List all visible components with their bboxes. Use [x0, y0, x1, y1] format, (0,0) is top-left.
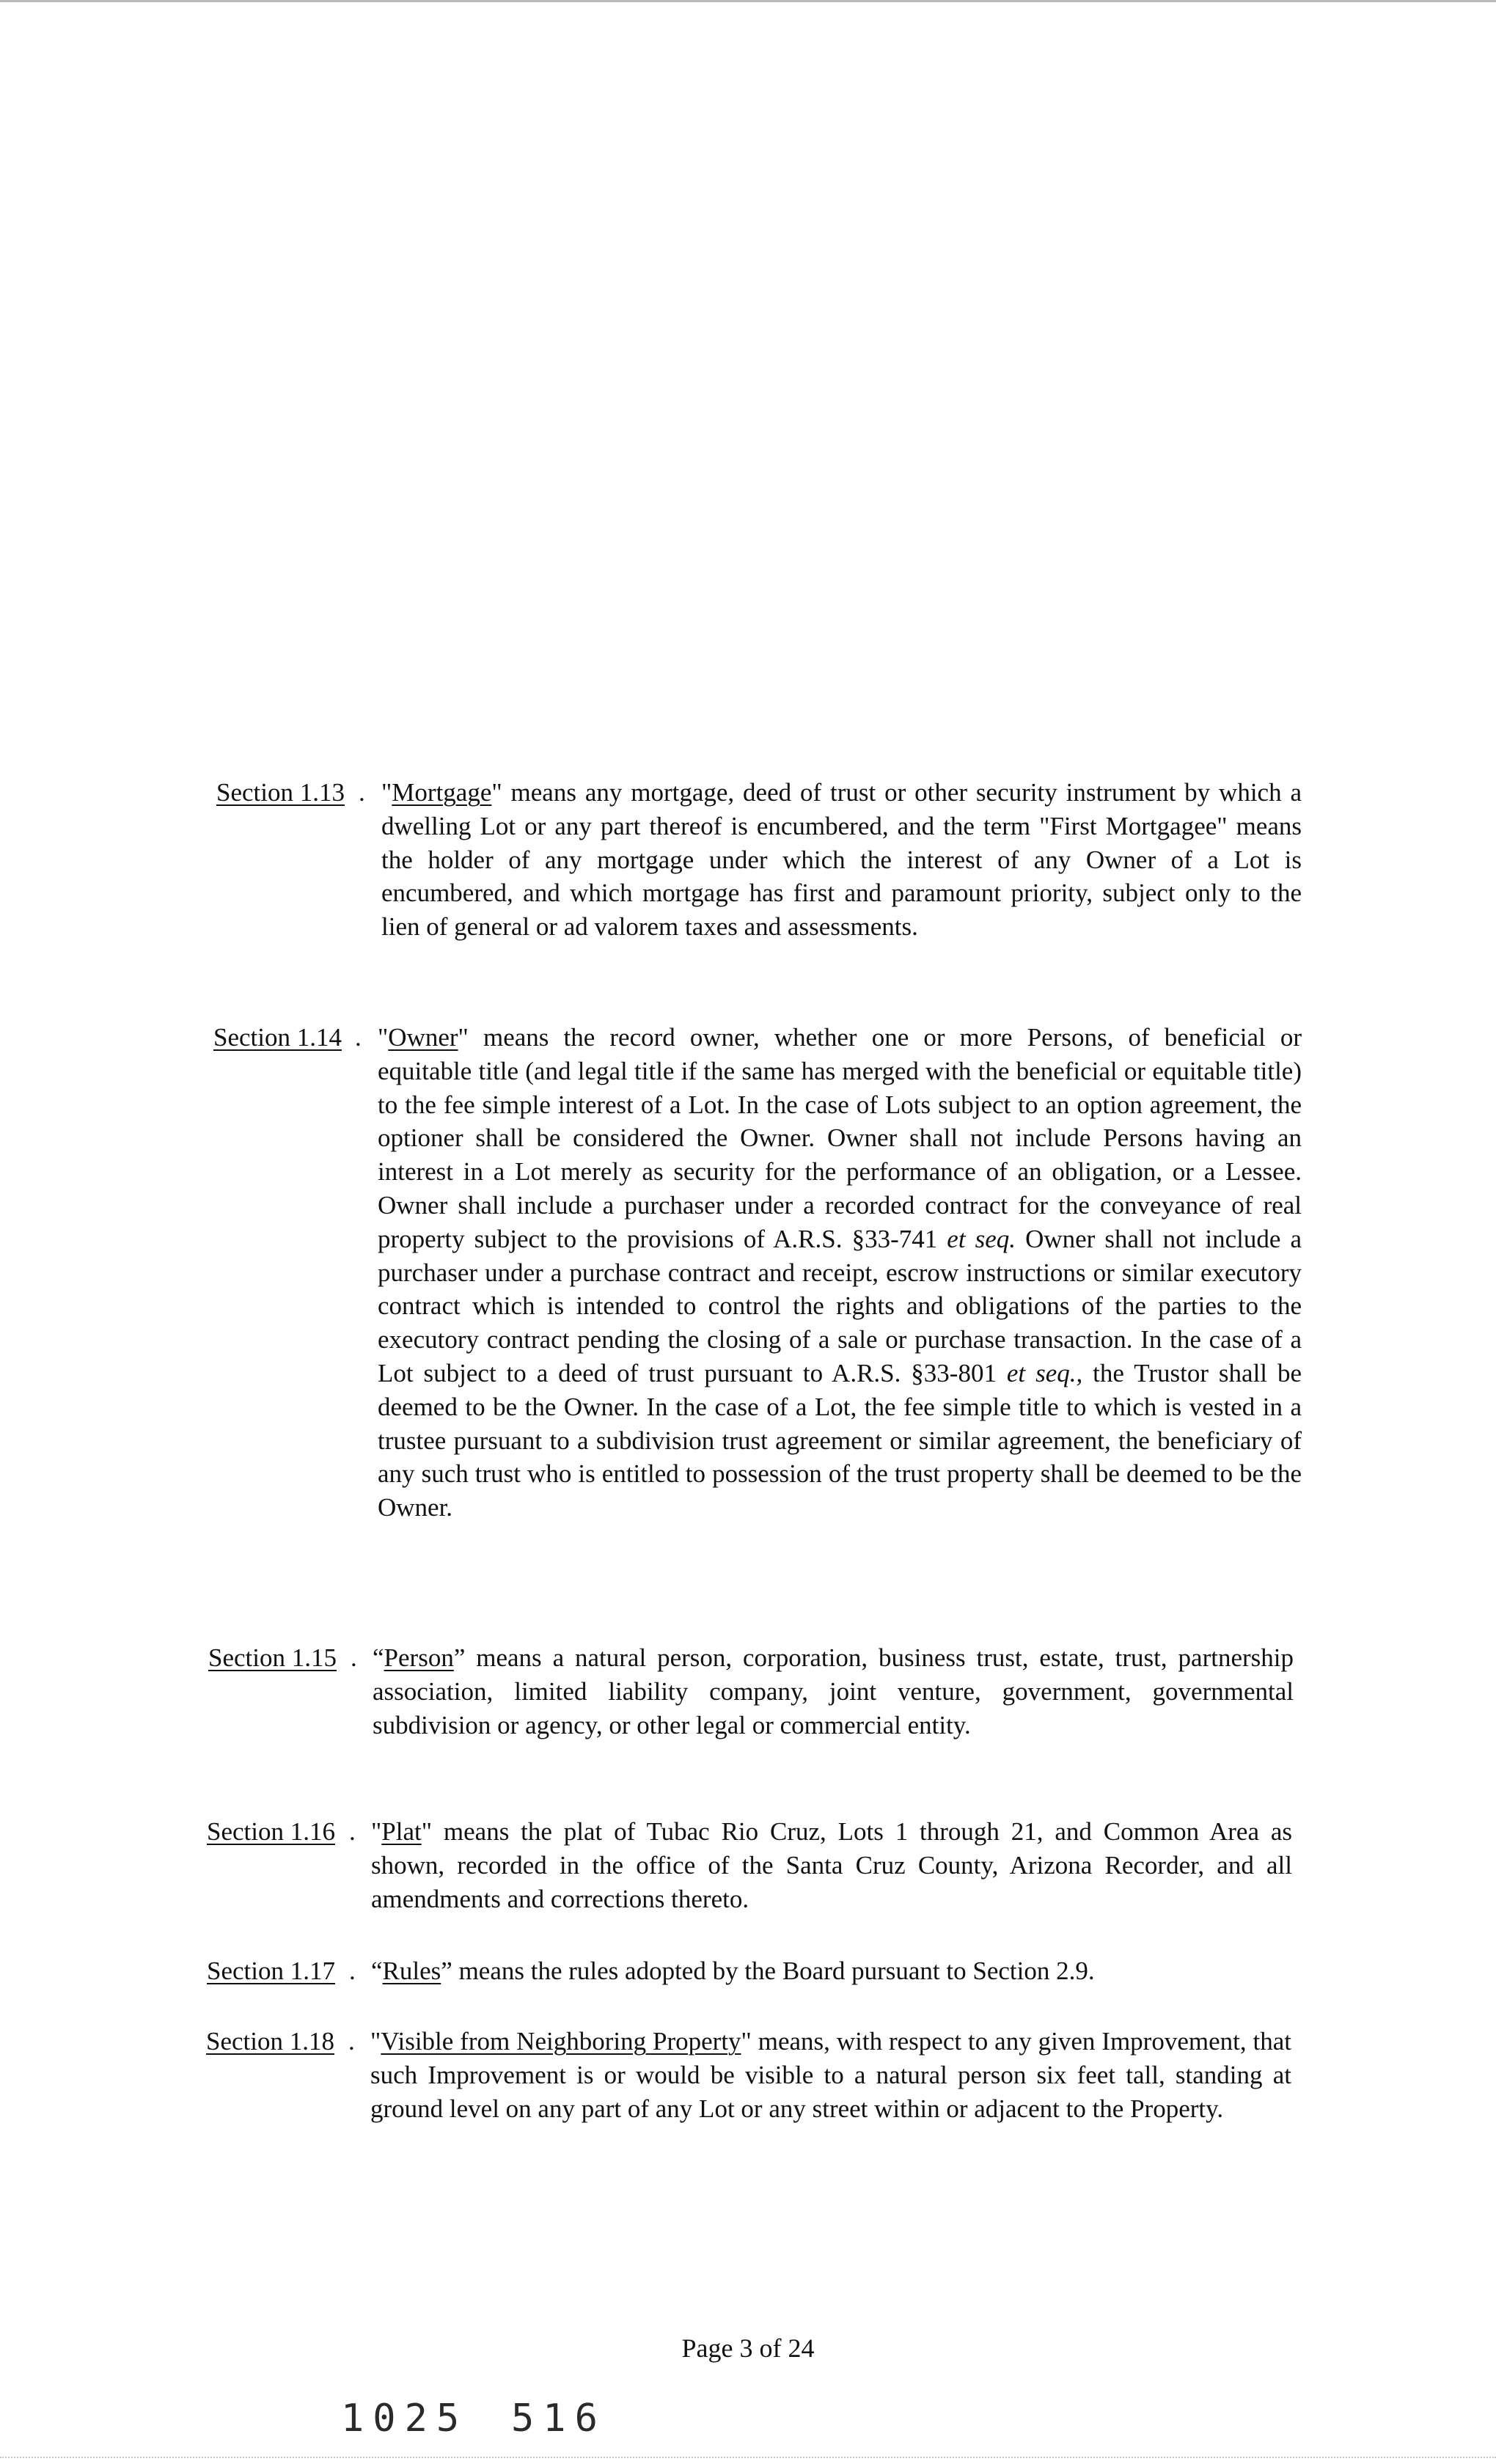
- section-label: Section 1.17: [207, 1957, 335, 1985]
- recording-stamp-page: 516: [511, 2397, 606, 2441]
- defined-term: Plat: [381, 1817, 422, 1846]
- section-label-period: .: [348, 2027, 355, 2056]
- section-label: Section 1.16: [207, 1817, 335, 1846]
- recording-stamp-book: 1025: [341, 2397, 469, 2441]
- defined-term: Owner: [388, 1023, 458, 1052]
- section-label-period: .: [351, 1643, 357, 1672]
- section-label-period: .: [349, 1957, 356, 1985]
- section-body: "Mortgage" means any mortgage, deed of trust or other security instrument by which a dwelling Lot or any part thereof is encumbered, and the term "First Mortgagee" means the holder of any mortgage under which the interest of any Owner of a Lot is encumbered, and which mortgage has first and paramount priority, subject only to the lien of general or ad valorem taxes and assessments.: [381, 778, 1302, 942]
- section-body: "Plat" means the plat of Tubac Rio Cruz, Lots 1 through 21, and Common Area as shown, recorded in the office of the Santa Cruz County, Arizona Recorder, and all amendments and corrections thereto.: [371, 1817, 1292, 1913]
- section-body: "Owner" means the record owner, whether one or more Persons, of beneficial or equitable title (and legal title if the same has merged with the beneficial or equitable title) to the fee simple interest of a Lot. In the case of Lots subject to an option agreement, the optioner shall be considered the Owner. Owner shall not include Persons having an interest in a Lot merely as security for the performance of an obligation, or a Lessee. Owner shall include a purchaser under a recorded contract for the conveyance of real property subject to the provisions of A.R.S. §33-741 et seq. Owner shall not include a purchaser under a purchase contract and receipt, escrow instructions or similar executory contract which is intended to control the rights and obligations of the parties to the executory contract pending the closing of a sale or purchase transaction. In the case of a Lot subject to a deed of trust pursuant to A.R.S. §33-801 et seq., the Trustor shall be deemed to be the Owner. In the case of a Lot, the fee simple title to which is vested in a trustee pursuant to a subdivision trust agreement or similar agreement, the beneficiary of any such trust who is entitled to possession of the trust property shall be deemed to be the Owner.: [378, 1023, 1302, 1522]
- section-body: "Visible from Neighboring Property" means, with respect to any given Improvement, that such Improvement is or would be visible to a natural person six feet tall, standing at ground level on any part of any Lot or any street within or adjacent to the Property.: [370, 2027, 1291, 2123]
- section-label-period: .: [359, 778, 365, 807]
- page-number: Page 3 of 24: [681, 2333, 815, 2363]
- defined-term: Person: [384, 1643, 454, 1672]
- section-body: “Rules” means the rules adopted by the Board pursuant to Section 2.9.: [371, 1957, 1095, 1985]
- defined-term: Visible from Neighboring Property: [381, 2027, 741, 2056]
- scan-top-edge: [0, 0, 1496, 2]
- section-label-period: .: [355, 1023, 362, 1052]
- defined-term: Rules: [382, 1957, 441, 1985]
- section-label: Section 1.13: [216, 778, 345, 807]
- section-label: Section 1.15: [208, 1643, 337, 1672]
- section-body: “Person” means a natural person, corporation, business trust, estate, trust, partnership association, limited liability company, joint venture, government, governmental subdivision or agency, or other legal or commercial entity.: [373, 1643, 1294, 1739]
- scan-bottom-edge: [0, 2457, 1496, 2458]
- section-label: Section 1.18: [206, 2027, 334, 2056]
- section-label: Section 1.14: [213, 1023, 342, 1052]
- defined-term: Mortgage: [392, 778, 492, 807]
- section-label-period: .: [349, 1817, 356, 1846]
